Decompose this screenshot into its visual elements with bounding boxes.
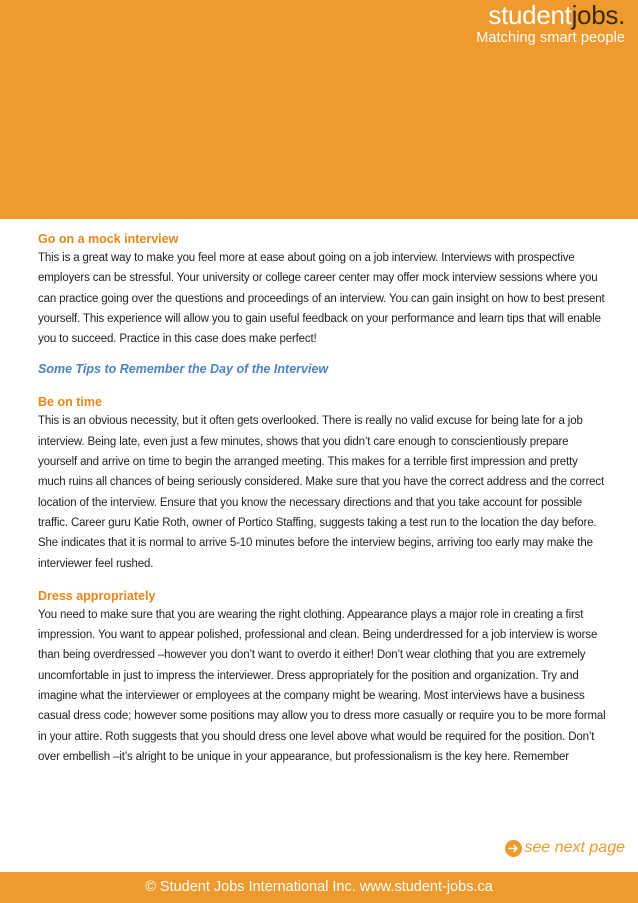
see-next-page-label: see next page bbox=[524, 839, 625, 856]
logo-wordmark bbox=[476, 0, 625, 30]
section-title-be-on-time: Be on time bbox=[38, 395, 102, 410]
logo bbox=[476, 0, 625, 46]
section-body-dress: You need to make sure that you are wearing the right clothing. Appearance plays a major role in creating a first impression. You want to appear polished, professional and clean. Being underdressed for a job interview is worse than being overdressed –however you don’t want to overdo it either! Don’t wear clothing that you are extremely uncomfortable in just to impress the interviewer. Dress appropriately for the position and organization. Try and imagine what the interviewer or employees at the company might be wearing. Most interviews have a business casual dress code; however some positions may allow you to dress more casually or require you to be more formal in your attire. Roth suggests that you should dress one level above what would be required for the position. Don’t over embellish –it’s alright to be unique in your appearance, but professionalism is the key here. Remember bbox=[38, 608, 606, 763]
section-body-be-on-time: This is an obvious necessity, but it often gets overlooked. There is really no valid excuse for being late for a job interview. Being late, even just a few minutes, shows that you didn’t care enough to conscientiously prepare yourself and arrive on time to begin the arranged meeting. This makes for a terrible first impression and pretty much ruins all chances of being seriously considered. Make sure that you have the correct address and the correct location of the interview. Ensure that you know the necessary directions and that you take account for possible traffic. Career guru Katie Roth, owner of Portico Staffing, suggests taking a test run to the location the day before. She indicates that it is normal to arrive 5-10 minutes before the interview begins, arriving too early may make the interviewer feel rushed. bbox=[38, 415, 605, 570]
header-band bbox=[0, 0, 638, 219]
section-title-dress: Dress appropriately bbox=[38, 588, 156, 603]
logo-word-jobs: jobs. bbox=[571, 0, 625, 30]
logo-word-student: student bbox=[488, 0, 572, 30]
article-body bbox=[38, 231, 608, 767]
footer-band bbox=[0, 872, 638, 903]
footer-copyright: © Student Jobs International Inc. www.student-jobs.ca bbox=[145, 879, 493, 895]
logo-tagline: Matching smart people bbox=[476, 30, 625, 46]
see-next-page-link[interactable] bbox=[505, 838, 625, 858]
tips-heading: Some Tips to Remember the Day of the Interview bbox=[38, 362, 329, 377]
section-body-mock-interview: This is a great way to make you feel more at ease about going on a job interview. Interviews with prospective employers can be stressful. Your university or college career center may offer mock interview sessions where you can practice going over the questions and proceedings of an interview. You can gain insight on how to best present yourself. This experience will allow you to gain useful feedback on your performance and learn tips that will enable you to succeed. Practice in this case does make perfect! bbox=[38, 252, 605, 346]
section-title-mock-interview: Go on a mock interview bbox=[38, 232, 179, 246]
arrow-right-icon bbox=[505, 840, 522, 857]
